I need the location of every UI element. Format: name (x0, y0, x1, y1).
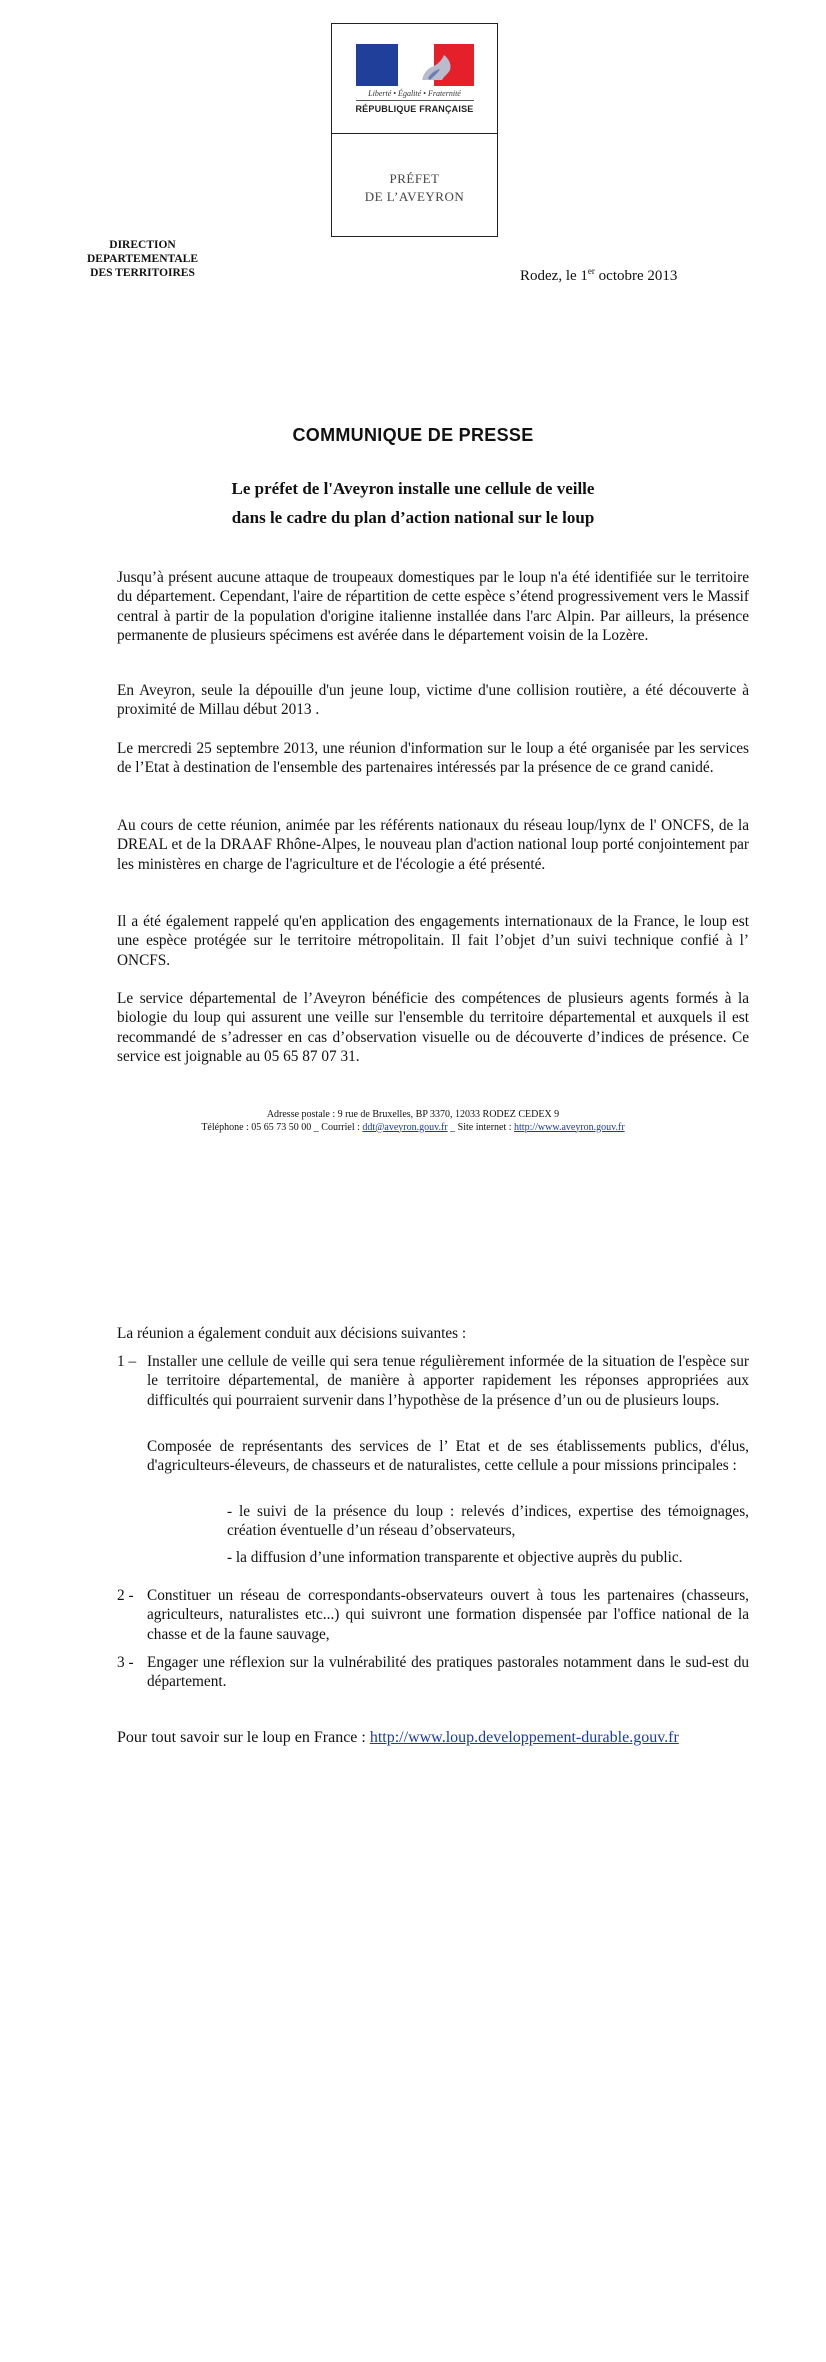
more-info-line (117, 1728, 749, 1747)
prefet-line-2: DE L’AVEYRON (364, 189, 465, 204)
subtitle-line-2: dans le cadre du plan d’action national sur le loup (231, 508, 595, 527)
date-suffix: octobre 2013 (594, 268, 678, 284)
direction-line-3: DES TERRITOIRES (90, 267, 195, 279)
direction-line-1: DIRECTION (109, 239, 176, 251)
decision-2-text: Constituer un réseau de correspondants-observateurs ouvert à tous les partenaires (chasseurs, agriculteurs, naturalistes etc...) qui suivront une formation dispensée par l'office national de la chasse et de la faune sauvage, (147, 1587, 749, 1643)
decision-3-body: Engager une réflexion sur la vulnérabilité des pratiques pastorales notamment dans le sud-est du département. (147, 1654, 749, 1691)
decision-3-text (117, 1653, 749, 1692)
flag-blue-band (356, 44, 398, 86)
tricolor-flag (356, 44, 474, 86)
subtitle-line-1: Le préfet de l'Aveyron installe une cellule de veille (231, 479, 595, 498)
date-superscript: er (587, 266, 595, 276)
prefet-line-1: PRÉFET (389, 171, 440, 186)
decision-2-number: 2 - (117, 1587, 134, 1604)
republique-francaise-label: RÉPUBLIQUE FRANÇAISE (355, 104, 474, 114)
prefecture-logo-block (331, 23, 498, 237)
date-line (520, 266, 750, 285)
document-subtitle (0, 474, 826, 532)
prefet-label (332, 170, 497, 206)
footer-site-link[interactable]: http://www.aveyron.gouv.fr (514, 1121, 625, 1133)
decision-3-number: 3 - (117, 1654, 134, 1671)
decision-1-composition: Composée de représentants des services de l’ Etat et de ses établissements publics, d'élus, d'agriculteurs-éleveurs, de chasseurs et de naturalistes, cette cellule a pour missions principales : (147, 1438, 749, 1475)
decision-item-3 (117, 1653, 749, 1692)
flag-white-band (398, 44, 433, 86)
paragraph-1: Jusqu’à présent aucune attaque de troupeaux domestiques par le loup n'a été identifiée sur le territoire du département. Cependant, l'aire de répartition de cette espèce s’étend progressivement vers le Massif central à partir de la population d'origine italienne installée dans l'arc Alpin. Par ailleurs, la présence permanente de plusieurs spécimens est avérée dans le département voisin de la Lozère. (117, 569, 749, 644)
paragraph-5: Il a été également rappelé qu'en application des engagements internationaux de la France, le loup est une espèce protégée sur le territoire métropolitain. Il fait l’objet d’un suivi technique confié à l’ ONCFS. (117, 913, 749, 969)
footer-contact (0, 1122, 826, 1135)
footer-phone: Téléphone : 05 65 73 50 00 _ Courriel : (201, 1121, 363, 1133)
paragraph-2: En Aveyron, seule la dépouille d'un jeune loup, victime d'une collision routière, a été découverte à proximité de Millau début 2013 . (117, 682, 749, 719)
footer-address: Adresse postale : 9 rue de Bruxelles, BP 3370, 12033 RODEZ CEDEX 9 (266, 1109, 560, 1120)
mission-bullet-2: - la diffusion d’une information transparente et objective auprès du public. (227, 1549, 683, 1566)
decision-1-text: Installer une cellule de veille qui sera tenue régulièrement informée de la situation de l'espèce sur le territoire départemental, de manière à apporter rapidement les réponses appropriées aux difficultés qui pourraient survenir dans l’hypothèse de la présence d’un ou de plusieurs loups. (147, 1353, 749, 1409)
motto-divider (356, 100, 474, 101)
republic-motto: Liberté • Égalité • Fraternité (368, 89, 461, 98)
direction-label (70, 238, 215, 280)
more-info-label: Pour tout savoir sur le loup en France : (117, 1729, 370, 1746)
paragraph-3: Le mercredi 25 septembre 2013, une réunion d'information sur le loup a été organisée par les services de l’Etat à destination de l'ensemble des partenaires intéressés par la présence de ce grand canidé. (117, 740, 749, 777)
page-footer (0, 1109, 826, 1134)
direction-line-2: DEPARTEMENTALE (87, 253, 198, 265)
paragraph-6: Le service départemental de l’Aveyron bénéficie des compétences de plusieurs agents formés à la biologie du loup qui assurent une veille sur l'ensemble du territoire départemental et auxquels il est recommandé de s’adresser en cas d’observation visuelle ou de découverte d’indices de présence. Ce service est joignable au 05 65 87 07 31. (117, 990, 749, 1065)
footer-site-label: _ Site internet : (447, 1121, 515, 1133)
marianne-profile-icon (414, 50, 458, 84)
decision-1-number: 1 – (117, 1353, 137, 1370)
marianne-logo (332, 24, 497, 134)
mission-bullet-1: - le suivi de la présence du loup : relevés d’indices, expertise des témoignages, création éventuelle d’un réseau d’observateurs, (227, 1503, 749, 1540)
decision-item-2 (117, 1586, 749, 1644)
decision-item-1 (117, 1352, 749, 1410)
document-title: COMMUNIQUE DE PRESSE (292, 425, 534, 445)
decisions-intro: La réunion a également conduit aux décisions suivantes : (117, 1325, 467, 1342)
loup-website-link[interactable]: http://www.loup.developpement-durable.gouv.fr (369, 1729, 679, 1746)
date-prefix: Rodez, le 1 (520, 268, 588, 284)
footer-email-link[interactable]: ddt@aveyron.gouv.fr (362, 1121, 448, 1133)
paragraph-4: Au cours de cette réunion, animée par les référents nationaux du réseau loup/lynx de l' ONCFS, de la DREAL et de la DRAAF Rhône-Alpes, le nouveau plan d'action national loup porté conjointement par les ministères en charge de l'agriculture et de l'écologie a été présenté. (117, 817, 749, 873)
